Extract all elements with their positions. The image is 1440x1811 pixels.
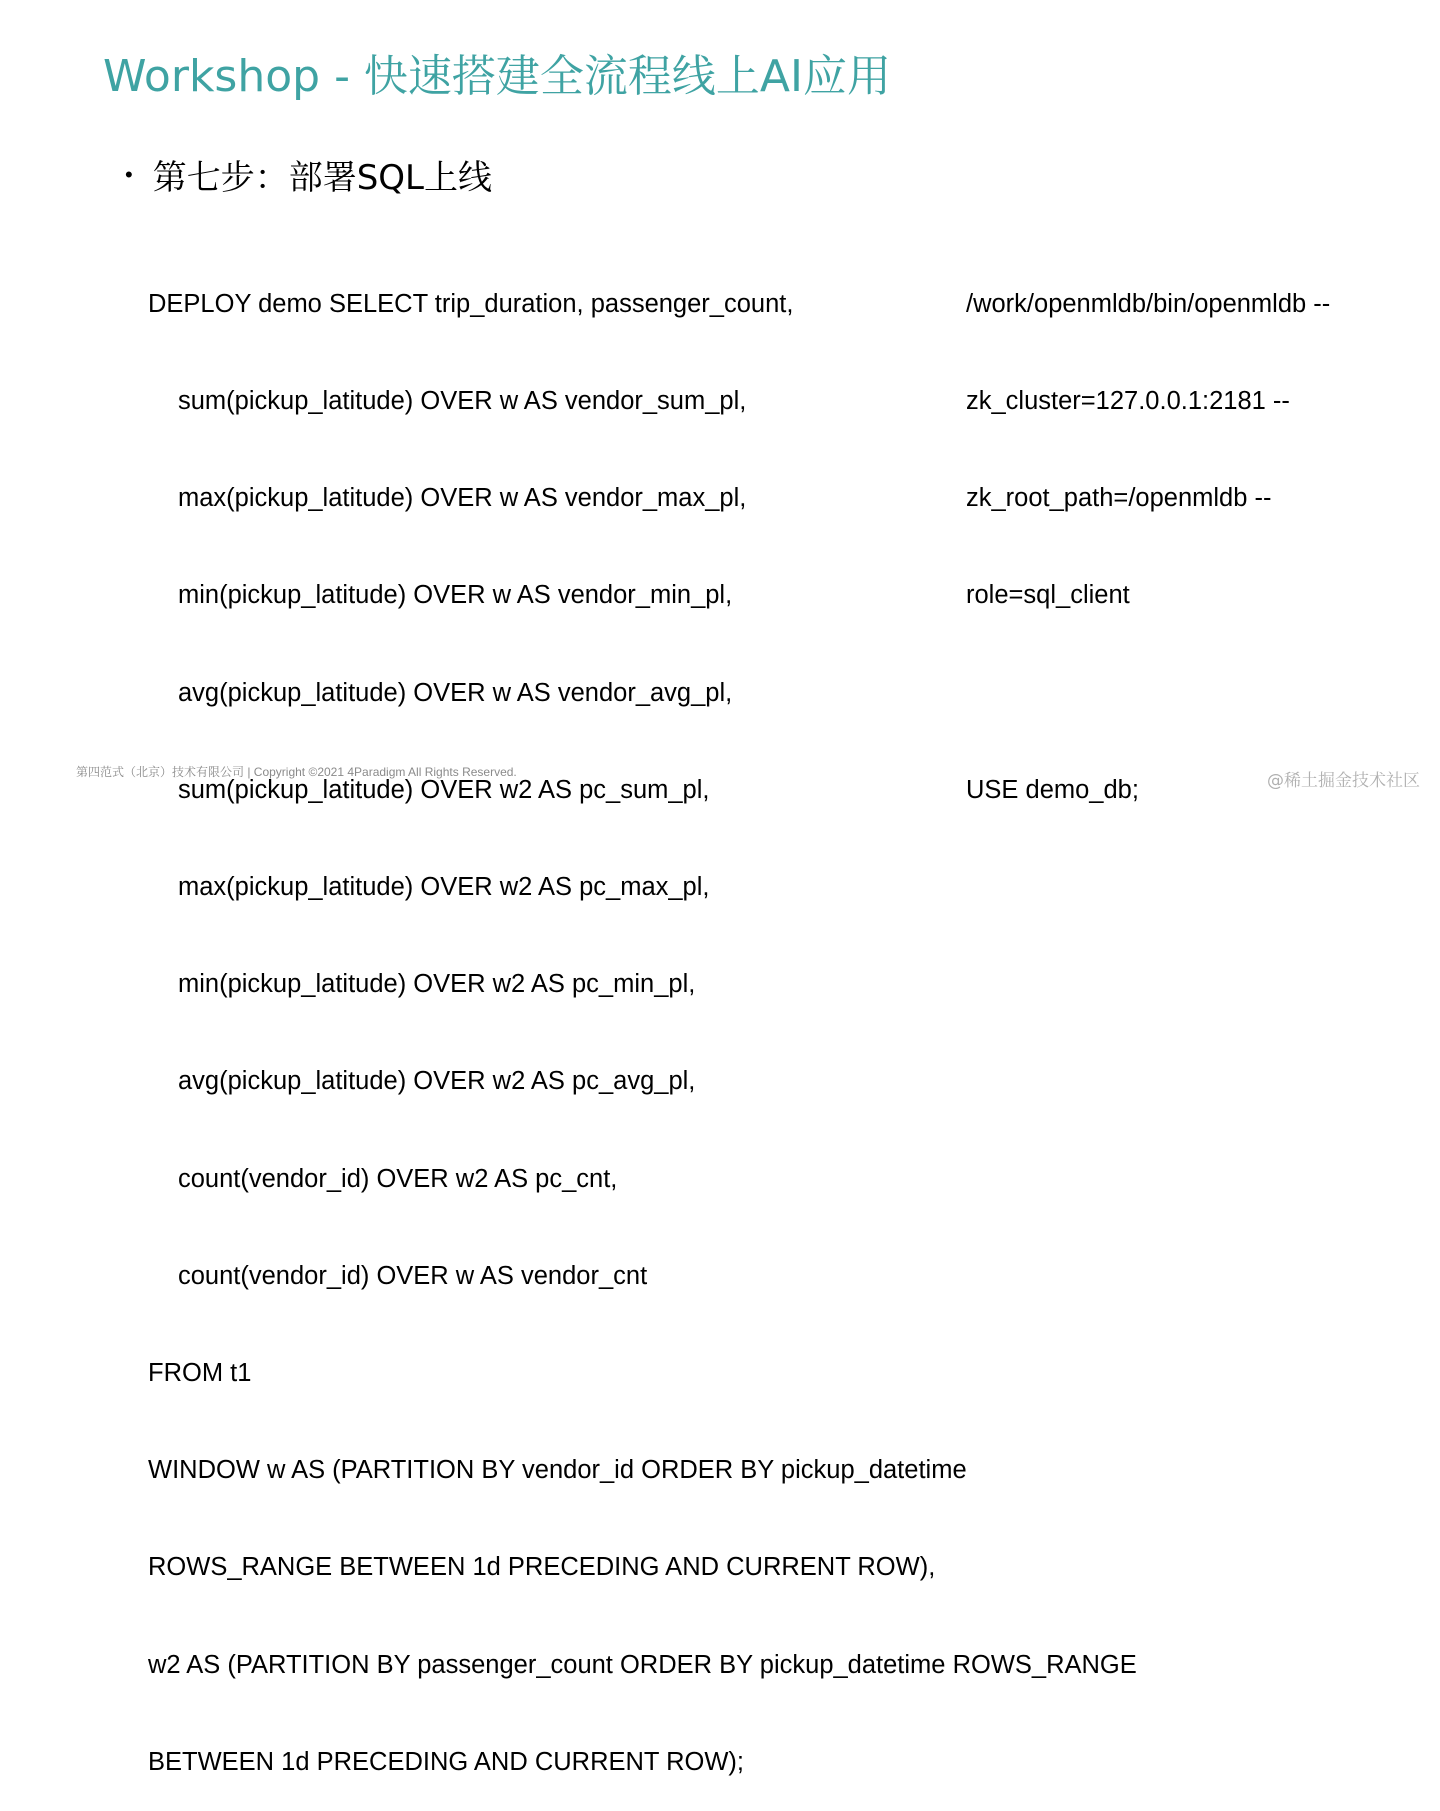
- watermark: @稀土掘金技术社区: [1267, 771, 1420, 791]
- bullet-marker: •: [125, 161, 133, 187]
- sql-line: avg(pickup_latitude) OVER w AS vendor_avg_pl,: [178, 678, 733, 707]
- footer-copyright: 第四范式（北京）技术有限公司 | Copyright ©2021 4Paradigm All Rights Reserved.: [76, 765, 517, 779]
- bullet-text: 第七步：部署SQL上线: [152, 158, 492, 198]
- sql-line: min(pickup_latitude) OVER w AS vendor_min_pl,: [178, 581, 733, 610]
- sql-line: sum(pickup_latitude) OVER w AS vendor_sum_pl,: [178, 387, 747, 416]
- blank-line: [966, 677, 1330, 709]
- use-statement: USE demo_db;: [966, 775, 1139, 804]
- sql-line: BETWEEN 1d PRECEDING AND CURRENT ROW);: [148, 1747, 745, 1776]
- sql-line: min(pickup_latitude) OVER w2 AS pc_min_pl,: [178, 970, 696, 999]
- cli-line: zk_cluster=127.0.0.1:2181 --: [966, 387, 1290, 416]
- sql-line: w2 AS (PARTITION BY passenger_count ORDER BY pickup_datetime ROWS_RANGE: [148, 1650, 1137, 1679]
- cli-line: zk_root_path=/openmldb --: [966, 484, 1272, 513]
- sql-line: FROM t1: [148, 1359, 252, 1388]
- cli-line: role=sql_client: [966, 581, 1130, 610]
- sql-line: count(vendor_id) OVER w AS vendor_cnt: [178, 1261, 648, 1290]
- sql-line: avg(pickup_latitude) OVER w2 AS pc_avg_pl,: [178, 1067, 696, 1096]
- sql-line: ROWS_RANGE BETWEEN 1d PRECEDING AND CURRENT ROW),: [148, 1553, 936, 1582]
- sql-line: sum(pickup_latitude) OVER w2 AS pc_sum_pl,: [178, 775, 710, 804]
- sql-line: count(vendor_id) OVER w2 AS pc_cnt,: [178, 1164, 618, 1193]
- bullet-item: [125, 150, 492, 199]
- sql-line: max(pickup_latitude) OVER w AS vendor_max_pl,: [178, 484, 747, 513]
- cli-line: /work/openmldb/bin/openmldb --: [966, 289, 1331, 318]
- sql-line: WINDOW w AS (PARTITION BY vendor_id ORDER BY pickup_datetime: [148, 1456, 967, 1485]
- cli-code-block: [966, 223, 1330, 839]
- sql-line: DEPLOY demo SELECT trip_duration, passenger_count,: [148, 289, 794, 318]
- sql-line: max(pickup_latitude) OVER w2 AS pc_max_pl,: [178, 873, 710, 902]
- slide-title: Workshop - 快速搭建全流程线上AI应用: [103, 51, 892, 102]
